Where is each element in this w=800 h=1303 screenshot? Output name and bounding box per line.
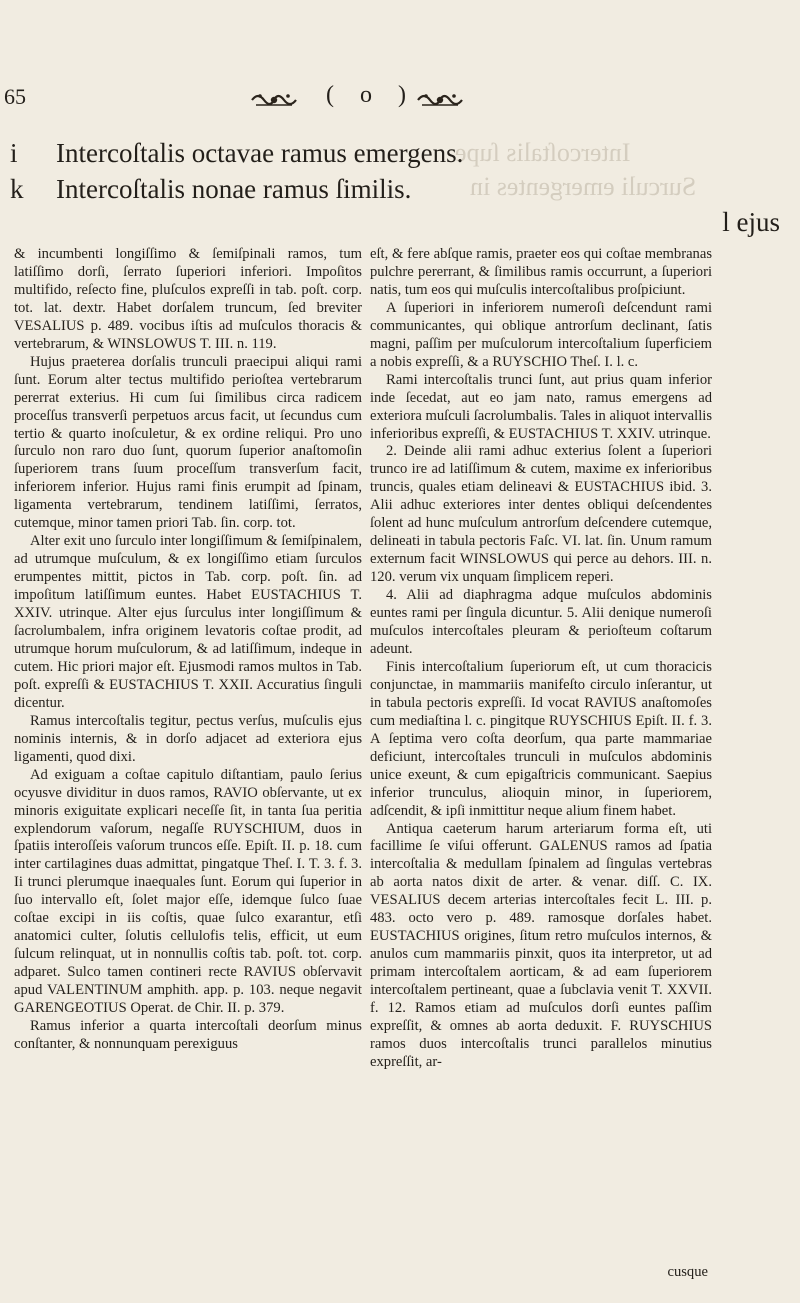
paragraph: eſt, & fere abſque ramis, praeter eos qui coſtae membranas pulchre pererrant, & ſimilibus ramis occurrunt, a ſuperiori natis, tum eos qui muſculis intercoſtalibus proſpiciunt. xyxy=(370,246,712,298)
running-head xyxy=(0,84,800,116)
paragraph: Ramus intercoſtalis tegitur, pectus verſus, muſculis ejus nominis internis, & in dorſo adjacet ad exteriora ejus ligamenti, quod dixi. xyxy=(14,712,362,765)
legend-text: l ejus xyxy=(722,207,780,237)
text-column-left xyxy=(14,246,362,1054)
paragraph: & incumbenti longiſſimo & ſemiſpinali ramos, tum latiſſimo dorſi, ſerrato ſuperiori inferiori. Impoſitos multifido, reſecto fine, pluſculos expreſſi in tab. poſt. corp. tot. lat. dextr. Habet dorſalem truncum, ſed breviter VESALIUS p. 489. vocibus iſtis ad muſculos thoracis & vertebrarum, & WINSLOWUS T. III. n. 119. xyxy=(14,246,362,352)
legend-letter: i xyxy=(10,138,18,168)
paragraph: Ramus inferior a quarta intercoſtali deorſum minus conſtanter, & nonnunquam perexiguus xyxy=(14,1017,362,1052)
paragraph: Hujus praeterea dorſalis trunculi praecipui aliqui rami ſunt. Eorum alter tectus multifido perioſtea vertebrarum pererrat exterius. Hi cum ſui ſimilibus circa radicem proceſſus transverſi perpetuos arcus facit, ut ſecundus cum tertio & quarto inoſculetur, & ex ordine reliqui. Pro uno ſurculo non raro duo ſunt, quorum ſuperior anaſtomoſin ſuperiorem trans ſuum proceſſum transverſum facit, inferiorem inferior. Hujus rami finis erumpit ad ſpinam, ligamenta vertebrarum, tendinem latiſſimi, ſerratos, cutemque, minor tamen priori Tab. ſin. corp. tot. xyxy=(14,353,362,532)
text-column-right xyxy=(370,246,712,1072)
paragraph: Ad exiguam a coſtae capitulo diſtantiam, paulo ſerius ocyusve dividitur in duos ramos, RAVIO obſervante, ut ex minoris exiguitate explicari neceſſe ſit, in tanta ſua peritia explendorum vaſorum, negaſſe RUYSCHIUM, duos in ſpatiis interoſſeis vaſorum truncos eſſe. Epiſt. II. p. 18. cum inter cartilagines duas admittat, pingatque Theſ. I. T. 3. f. 3. Ii trunci plerumque inaequales ſunt. Eorum qui ſuperior in ſuo intervallo eſt, ſolet major eſſe, idemque ſulco ſuae coſtae excipi in iis coſtis, quae ſulco exarantur, etſi anatomici culter, ſolutis cellulofis telis, efficit, ut eum ſulcum relinquat, ut in nonnullis coſtis tab. poſt. tot. corp. adparet. Sulco tamen contineri recte RAVIUS obſervavit apud VALENTINUM amphith. app. p. 103. neque negavit GARENGEOTIUS Operat. de Chir. II. p. 379. xyxy=(14,766,362,1017)
show-through-text: Intercoſtalis ſupe xyxy=(455,138,631,167)
show-through-text: Surculi emergentes in xyxy=(470,172,697,201)
paragraph: 2. Deinde alii rami adhuc exterius ſolent a ſuperiori trunco ire ad latiſſimum & cutem, maxime ex inferioribus truncis, quales etiam delineavi & EUSTACHIUS ibid. 3. Alii adhuc exteriores inter dentes obliqui deſcendentes ſolent ad hunc muſculum antrorſum deſcendere cutemque, delineati in tabula pectoris Faſc. VI. lat. ſin. Unum ramum externum facit WINSLOWUS qui perce au dehors. III. n. 120. verum vix unquam ſimplicem reperi. xyxy=(370,443,712,586)
paragraph: Finis intercoſtalium ſuperiorum eſt, ut cum thoracicis conjunctae, in mammariis manifeſto circulo inſerantur, ut in tabula pectoris expreſſi. Id vocat RAVIUS anaſtomoſes cum mediaſtina l. c. pingitque RUYSCHIUS Epiſt. II. f. 3. A ſeptima vero coſta deorſum, qua parte mammariae deficiunt, intercoſtales trunculi in muſculos abdominis unice exeunt, & cum epigaſtricis communicant. Saepius inferior trunculus, alioquin minor, in ſuperiorem, adſcendit, & ipſi inmittitur neque alium finem habet. xyxy=(370,658,712,819)
paragraph: Antiqua caeterum harum arteriarum forma eſt, uti facillime ſe viſui offerunt. GALENUS ramos ad ſpatia intercoſtalia & medullam ſpinalem ad ſingulas vertebras ab aorta natos dixit de arter. & venar. diſſ. C. IX. VESALIUS decem arterias intercoſtales fecit L. III. p. 483. octo vero p. 489. ramosque dorſales habet. EUSTACHIUS origines, ſitum retro muſculos internos, & anulos cum mammariis pinxit, quos ita interpretor, ut ad primam intercoſtalem aorticam, & ad eam ſuperiorem intercoſtalem pertineant, quae a ſubclavia venit T. XXVII. f. 12. Ramos etiam ad muſculos dorſi euntes paſſim expreſſit, & omnes ab aorta deduxit. F. RUYSCHIUS ramos duos intercoſtalis trunci parallelos minutius expreſſit, ar- xyxy=(370,820,712,1070)
legend-text: Intercoſtalis octavae ramus emergens. xyxy=(56,138,464,168)
paragraph: A ſuperiori in inferiorem numeroſi deſcendunt rami communicantes, qui oblique antrorſum declinant, ſatis magni, paſſim per muſculorum intercoſtalium ſuperficiem a nobis expreſſi, & a RUYSCHIO Theſ. I. l. c. xyxy=(370,299,712,370)
catchword: cusque xyxy=(667,1264,708,1280)
legend-text: Intercoſtalis nonae ramus ſimilis. xyxy=(56,174,412,204)
signature-mark: ( o ) xyxy=(326,82,416,108)
page-number: 65 xyxy=(4,84,26,109)
fleuron-ornament-icon xyxy=(416,90,464,110)
legend-letter: k xyxy=(10,174,24,204)
fleuron-ornament-icon xyxy=(250,90,298,110)
paragraph: Alter exit uno ſurculo inter longiſſimum & ſemiſpinalem, ad utrumque muſculum, & ex longiſſimo etiam ſurculos erumpentes mittit, pictos in Tab. corp. poſt. ſin. ad impoſitum latiſſimum euntes. Habet EUSTACHIUS T. XXIV. utrinque. Alter ejus ſurculus inter longiſſimum & ſacrolumbalem, infra originem levatoris coſtae prodit, ad utrumque horum muſculorum, & ad latiſſimum, indeque in cutem. Hic priori major eſt. Ejusmodi ramos multos in Tab. poſt. expreſſi & EUSTACHIUS T. XXII. Accuratius ſinguli dicentur. xyxy=(14,533,362,711)
paragraph: 4. Alii ad diaphragma adque muſculos abdominis euntes rami per ſingula dicuntur. 5. Alii denique numeroſi muſculos intercoſtales pleuram & perioſteum coſtarum adeunt. xyxy=(370,587,712,657)
paragraph: Rami intercoſtalis trunci ſunt, aut prius quam inferior inde ſecedat, aut eo jam nato, ramus emergens ad exteriora muſculi ſacrolumbalis. Tales in aliquot intervallis inferioribus expreſſi, & EUSTACHIUS T. XXIV. utrinque. xyxy=(370,371,712,442)
